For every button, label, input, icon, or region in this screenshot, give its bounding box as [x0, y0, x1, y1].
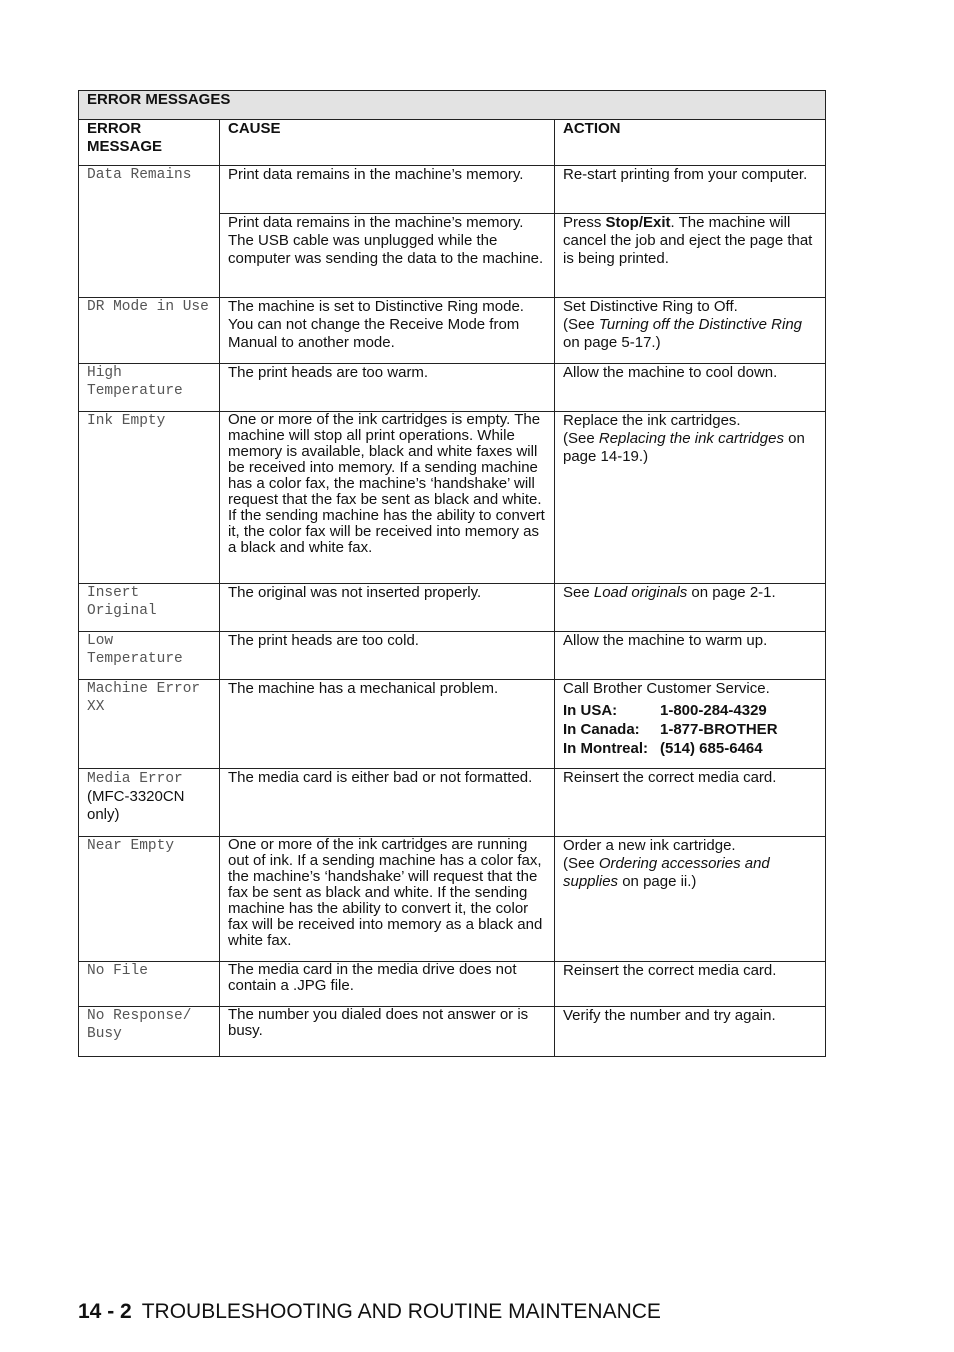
error-message-cell: Low Temperature	[79, 632, 220, 680]
cause-cell: Print data remains in the machine’s memory. The USB cable was unplugged while the computer was sending the data to the machine.	[220, 214, 555, 298]
action-text: Replace the ink cartridges.	[563, 412, 741, 429]
see-prefix: (See	[563, 316, 599, 333]
stop-exit-key-label: Stop/Exit	[605, 214, 671, 231]
error-message-cell: Near Empty	[79, 837, 220, 962]
cause-cell: The print heads are too warm.	[220, 364, 555, 412]
see-prefix: See	[563, 584, 594, 601]
cause-cell: The media card in the media drive does not contain a .JPG file.	[220, 962, 555, 1007]
action-cell: Reinsert the correct media card.	[555, 769, 826, 837]
cause-cell: One or more of the ink cartridges is empty. The machine will stop all print operations. While memory is available, black and white faxes will be received into memory. If a sending machine has a color fax, the machine’s ‘handshake’ will request that the fax be sent as black and white. If the sending machine has the ability to convert it, the color fax will be received into memory as a black and white fax.	[220, 412, 555, 584]
page-number: 14 - 2	[78, 1300, 132, 1323]
cause-cell: Print data remains in the machine’s memory.	[220, 166, 555, 214]
action-cell: Re-start printing from your computer.	[555, 166, 826, 214]
cross-reference: Replacing the ink cartridges	[598, 430, 784, 447]
cause-cell: The print heads are too cold.	[220, 632, 555, 680]
contact-canada	[563, 720, 817, 739]
table-row	[79, 298, 826, 364]
cross-reference: Turning off the Distinctive Ring	[598, 316, 803, 333]
error-message-cell: No Response/ Busy	[79, 1007, 220, 1057]
table-row	[79, 166, 826, 214]
see-suffix: on page 14-19.)	[563, 430, 805, 465]
action-cell: Allow the machine to cool down.	[555, 364, 826, 412]
action-text: Set Distinctive Ring to Off.	[563, 298, 738, 315]
table-row	[79, 837, 826, 962]
action-text: . The machine will cancel the job and eject the page that is being printed.	[563, 214, 813, 267]
error-message-cell: Machine Error XX	[79, 680, 220, 769]
action-text: Call Brother Customer Service.	[563, 680, 770, 697]
table-row	[79, 412, 826, 584]
error-message-cell: High Temperature	[79, 364, 220, 412]
action-text: Order a new ink cartridge.	[563, 837, 736, 854]
see-suffix: on page 2-1.	[687, 584, 776, 601]
contact-number: 1-800-284-4329	[660, 702, 767, 719]
action-cell	[555, 412, 826, 584]
table-row	[79, 364, 826, 412]
cause-cell: One or more of the ink cartridges are running out of ink. If a sending machine has a color fax, the machine’s ‘handshake’ will request that the fax be sent as black and white. If the sending machine has the ability to convert it, the color fax will be received into memory as a black and white fax.	[220, 837, 555, 962]
action-cell: Allow the machine to warm up.	[555, 632, 826, 680]
cause-cell: The machine is set to Distinctive Ring mode. You can not change the Receive Mode from Manual to another mode.	[220, 298, 555, 364]
table-row	[79, 769, 826, 837]
cross-reference: Ordering accessories and supplies	[563, 855, 770, 890]
table-row	[79, 962, 826, 1007]
table-row	[79, 1007, 826, 1057]
see-prefix: (See	[563, 855, 599, 872]
contact-label: In Canada:	[563, 721, 640, 738]
error-message-cell: DR Mode in Use	[79, 298, 220, 364]
table-row	[79, 632, 826, 680]
action-cell: Reinsert the correct media card.	[555, 962, 826, 1007]
contact-number: 1-877-BROTHER	[660, 721, 778, 738]
cause-cell: The original was not inserted properly.	[220, 584, 555, 632]
page-footer	[78, 1300, 661, 1324]
see-suffix: on page 5-17.)	[563, 334, 661, 351]
error-message-code: Media Error	[87, 771, 183, 787]
table-header-row	[79, 120, 826, 166]
header-cause: CAUSE	[220, 120, 555, 166]
table-row	[79, 680, 826, 769]
action-cell: Verify the number and try again.	[555, 1007, 826, 1057]
action-text: Press	[563, 214, 606, 231]
cause-cell: The media card is either bad or not formatted.	[220, 769, 555, 837]
error-message-cell	[79, 769, 220, 837]
error-message-cell: No File	[79, 962, 220, 1007]
error-message-cell: Data Remains	[79, 166, 220, 298]
table-row	[79, 584, 826, 632]
action-cell	[555, 837, 826, 962]
error-message-cell: Insert Original	[79, 584, 220, 632]
header-action: ACTION	[555, 120, 826, 166]
action-cell	[555, 680, 826, 769]
see-prefix: (See	[563, 430, 599, 447]
chapter-title: TROUBLESHOOTING AND ROUTINE MAINTENANCE	[141, 1300, 661, 1323]
error-message-cell: Ink Empty	[79, 412, 220, 584]
contact-label: In USA:	[563, 702, 618, 719]
contact-montreal	[563, 739, 817, 758]
cross-reference: Load originals	[593, 584, 688, 601]
contact-label: In Montreal:	[563, 740, 648, 757]
cause-cell: The number you dialed does not answer or is busy.	[220, 1007, 555, 1057]
cause-cell: The machine has a mechanical problem.	[220, 680, 555, 769]
action-cell	[555, 214, 826, 298]
error-messages-table	[78, 90, 826, 1057]
table-title: ERROR MESSAGES	[79, 91, 826, 120]
action-cell	[555, 298, 826, 364]
model-note: (MFC-3320CN only)	[87, 788, 185, 823]
contact-usa	[563, 701, 817, 720]
see-suffix: on page ii.)	[618, 873, 697, 890]
contact-number: (514) 685-6464	[660, 740, 763, 757]
action-cell	[555, 584, 826, 632]
header-error-message: ERROR MESSAGE	[79, 120, 220, 166]
table-title-row	[79, 91, 826, 120]
